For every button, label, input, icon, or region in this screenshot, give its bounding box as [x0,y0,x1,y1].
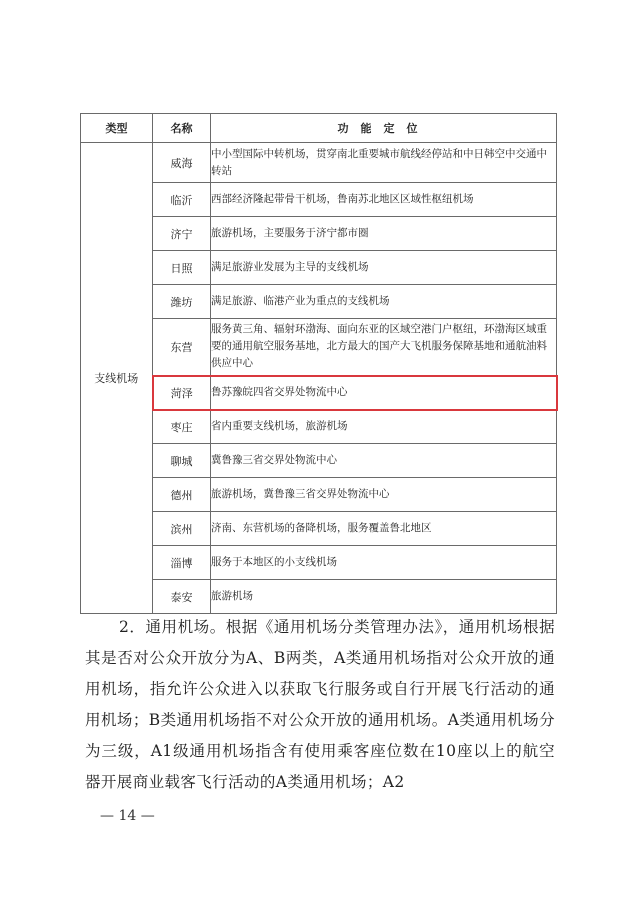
airport-function: 旅游机场，冀鲁豫三省交界处物流中心 [211,478,557,512]
airport-function: 满足旅游、临港产业为重点的支线机场 [211,285,557,319]
airport-function: 西部经济隆起带骨干机场，鲁南苏北地区区域性枢纽机场 [211,183,557,217]
airport-function: 济南、东营机场的备降机场，服务覆盖鲁北地区 [211,512,557,546]
airport-function: 省内重要支线机场，旅游机场 [211,410,557,444]
airport-function: 旅游机场，主要服务于济宁都市圈 [211,217,557,251]
category-cell: 支线机场 [81,143,153,614]
highlighted-row [81,376,557,410]
table-row [81,251,557,285]
airport-function: 服务黄三角、辐射环渤海、面向东亚的区域空港门户枢纽，环渤海区域重要的通用航空服务基地，北方最大的国产大飞机服务保障基地和通航油料供应中心 [211,319,557,376]
airport-name: 日照 [153,251,211,285]
airport-name: 潍坊 [153,285,211,319]
table-row [81,217,557,251]
airport-name: 泰安 [153,580,211,614]
airport-function: 服务于本地区的小支线机场 [211,546,557,580]
airport-name: 枣庄 [153,410,211,444]
table-row [81,319,557,376]
airport-function: 旅游机场 [211,580,557,614]
airport-name: 临沂 [153,183,211,217]
header-category: 类型 [81,114,153,143]
header-name: 名称 [153,114,211,143]
airport-name: 菏泽 [153,376,211,410]
airport-function: 冀鲁豫三省交界处物流中心 [211,444,557,478]
table-row [81,410,557,444]
airport-name: 滨州 [153,512,211,546]
airport-name: 济宁 [153,217,211,251]
table-row [81,580,557,614]
table-header-row [81,114,557,143]
table-row [81,444,557,478]
airport-name: 淄博 [153,546,211,580]
header-function: 功能定位 [211,114,557,143]
table-row [81,183,557,217]
body-text: 2．通用机场。根据《通用机场分类管理办法》，通用机场根据其是否对公众开放分为A、B两类，A类通用机场指对公众开放的通用机场，指允许公众进入以获取飞行服务或自行开展飞行活动的通用机场；B类通用机场指不对公众开放的通用机场。A类通用机场分为三级，A1级通用机场指含有使用乘客座位数在10座以上的航空器开展商业载客飞行活动的A类通用机场；A2 [85,618,555,791]
table-row [81,143,557,183]
table-row [81,546,557,580]
table-row [81,512,557,546]
airport-name: 东营 [153,319,211,376]
table-row [81,478,557,512]
body-paragraph [85,612,555,798]
airport-name: 威海 [153,143,211,183]
table-row [81,285,557,319]
airport-function: 满足旅游业发展为主导的支线机场 [211,251,557,285]
airport-name: 聊城 [153,444,211,478]
airport-function: 中小型国际中转机场，贯穿南北重要城市航线经停站和中日韩空中交通中转站 [211,143,557,183]
airport-function: 鲁苏豫皖四省交界处物流中心 [211,376,557,410]
airport-name: 德州 [153,478,211,512]
page-number: — 14 — [100,808,155,824]
airport-table [80,113,558,614]
